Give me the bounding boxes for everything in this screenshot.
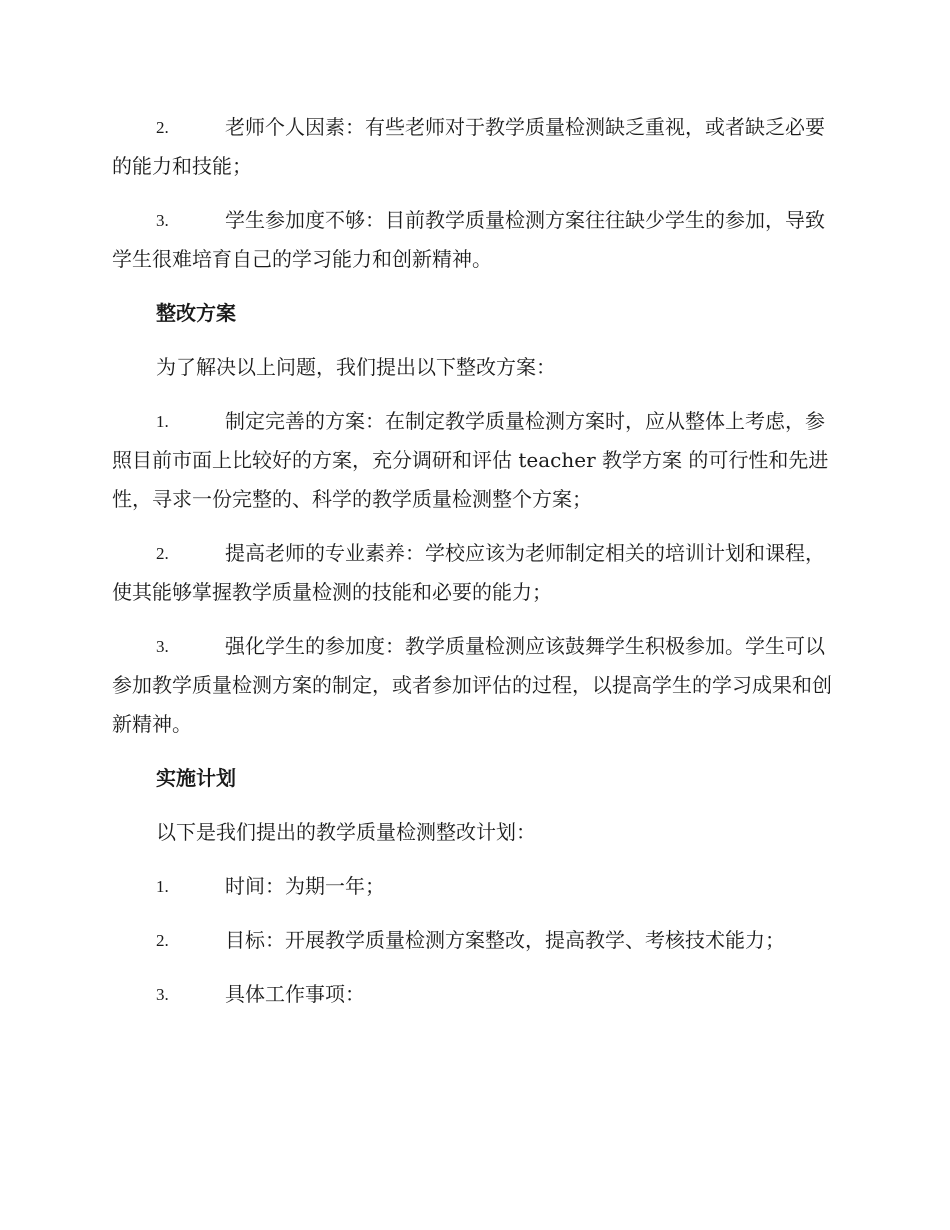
list-number: 2. xyxy=(156,544,169,563)
list-text: 制定完善的方案：在制定教学质量检测方案时，应从整体上考虑，参照目前市面上比较好的方案，充分调研和评估 teacher 教学方案 的可行性和先进性，寻求一份完整的、科学的教学质量检测整个方案； xyxy=(112,409,829,511)
list-number: 1. xyxy=(156,412,169,431)
list-number: 2. xyxy=(156,931,169,950)
document-page xyxy=(112,108,836,1029)
list-number: 2. xyxy=(156,118,169,137)
list-text: 具体工作事项： xyxy=(225,982,365,1006)
list-text: 提高老师的专业素养：学校应该为老师制定相关的培训计划和课程，使其能够掌握教学质量检测的技能和必要的能力； xyxy=(112,541,825,604)
list-item xyxy=(112,975,836,1014)
list-item xyxy=(112,534,836,612)
list-item xyxy=(112,108,836,186)
list-text: 目标：开展教学质量检测方案整改，提高教学、考核技术能力； xyxy=(225,928,785,952)
section-heading-rectification: 整改方案 xyxy=(156,301,236,325)
list-text: 时间：为期一年； xyxy=(225,874,385,898)
list-item xyxy=(112,627,836,744)
list-number: 3. xyxy=(156,211,169,230)
list-text: 学生参加度不够：目前教学质量检测方案往往缺少学生的参加，导致学生很难培育自己的学习能力和创新精神。 xyxy=(112,208,825,271)
list-number: 1. xyxy=(156,877,169,896)
list-item xyxy=(112,402,836,519)
list-item xyxy=(112,201,836,279)
list-number: 3. xyxy=(156,985,169,1004)
list-text: 强化学生的参加度：教学质量检测应该鼓舞学生积极参加。学生可以参加教学质量检测方案的制定，或者参加评估的过程，以提高学生的学习成果和创新精神。 xyxy=(112,634,832,736)
section-intro: 为了解决以上问题，我们提出以下整改方案： xyxy=(156,355,556,379)
list-number: 3. xyxy=(156,637,169,656)
list-item xyxy=(112,921,836,960)
list-item xyxy=(112,867,836,906)
list-text: 老师个人因素：有些老师对于教学质量检测缺乏重视，或者缺乏必要的能力和技能； xyxy=(112,115,825,178)
section-intro: 以下是我们提出的教学质量检测整改计划： xyxy=(156,820,536,844)
section-heading-implementation: 实施计划 xyxy=(156,766,236,790)
